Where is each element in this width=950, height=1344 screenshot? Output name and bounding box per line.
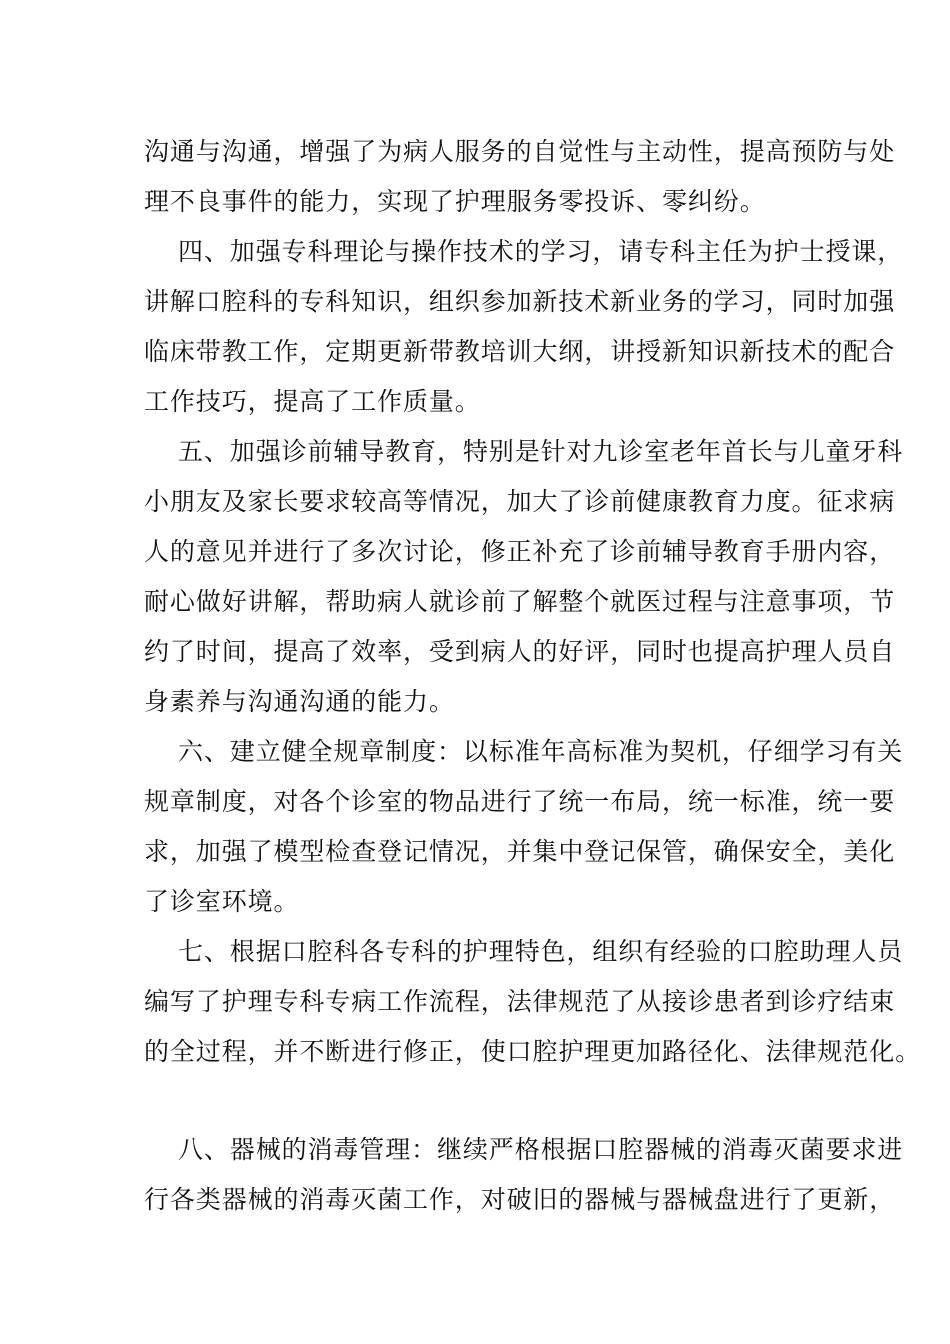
paragraph-line: 沟通与沟通，增强了为病人服务的自觉性与主动性，提高预防与处 [144, 137, 896, 166]
paragraph-line: 讲解口腔科的专科知识，组织参加新技术新业务的学习，同时加强 [144, 287, 896, 316]
paragraph-line: 求，加强了模型检查登记情况，并集中登记保管，确保安全，美化 [144, 837, 896, 866]
paragraph-line: 理不良事件的能力，实现了护理服务零投诉、零纠纷。 [144, 187, 766, 216]
paragraph-line: 约了时间，提高了效率，受到病人的好评，同时也提高护理人员自 [144, 637, 896, 666]
paragraph-line: 七、根据口腔科各专科的护理特色，组织有经验的口腔助理人员 [178, 937, 904, 966]
paragraph-line: 八、器械的消毒管理：继续严格根据口腔器械的消毒灭菌要求进 [178, 1135, 904, 1164]
paragraph-line: 四、加强专科理论与操作技术的学习，请专科主任为护士授课， [178, 237, 904, 266]
paragraph-line: 身素养与沟通沟通的能力。 [144, 687, 455, 716]
paragraph-line: 工作技巧，提高了工作质量。 [144, 387, 481, 416]
paragraph-line: 规章制度，对各个诊室的物品进行了统一布局，统一标准，统一要 [144, 787, 896, 816]
paragraph-line: 五、加强诊前辅导教育，特别是针对九诊室老年首长与儿童牙科 [178, 437, 904, 466]
paragraph-line: 了诊室环境。 [144, 887, 300, 916]
paragraph-line: 六、建立健全规章制度：以标准年高标准为契机，仔细学习有关 [178, 737, 904, 766]
paragraph-line: 编写了护理专科专病工作流程，法律规范了从接诊患者到诊疗结束 [144, 987, 896, 1016]
paragraph-line: 临床带教工作，定期更新带教培训大纲，讲授新知识新技术的配合 [144, 337, 896, 366]
paragraph-line: 人的意见并进行了多次讨论，修正补充了诊前辅导教育手册内容， [144, 537, 896, 566]
paragraph-line: 耐心做好讲解，帮助病人就诊前了解整个就医过程与注意事项，节 [144, 587, 896, 616]
paragraph-line: 的全过程，并不断进行修正，使口腔护理更加路径化、法律规范化。 [144, 1037, 922, 1066]
paragraph-line: 行各类器械的消毒灭菌工作，对破旧的器械与器械盘进行了更新， [144, 1185, 896, 1214]
paragraph-line: 小朋友及家长要求较高等情况，加大了诊前健康教育力度。征求病 [144, 487, 896, 516]
